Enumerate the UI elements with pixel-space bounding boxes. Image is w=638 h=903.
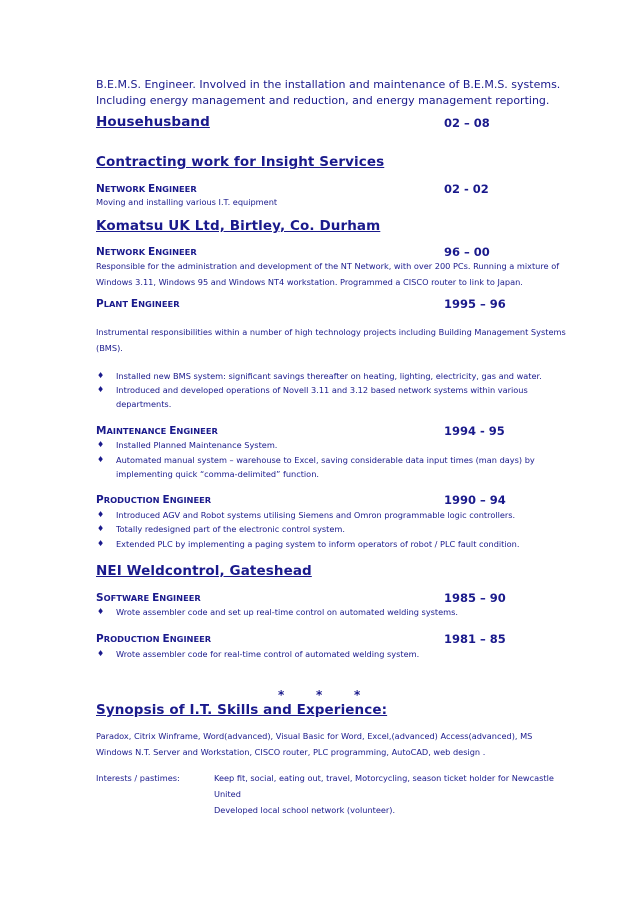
intro-line: B.E.M.S. Engineer. Involved in the installation and maintenance of B.E.M.S. systems. xyxy=(96,78,561,91)
job-dates: 1994 - 95 xyxy=(444,424,505,438)
job-description: Instrumental responsibilities within a number of high technology projects including Building Management Systems (BMS). xyxy=(96,327,566,353)
diamond-bullet-icon: ♦ xyxy=(97,371,105,380)
job-title: NETWORK ENGINEER xyxy=(96,183,197,195)
job-dates: 02 - 02 xyxy=(444,182,489,196)
skills-paragraph: Paradox, Citrix Winframe, Word(advanced), Visual Basic for Word, Excel,(advanced) Access(advanced), MS Windows N.T. Server and Workstation, CISCO router, PLC programming, AutoCAD, web design . xyxy=(96,731,533,757)
section-title-househusband: Househusband xyxy=(96,114,210,130)
section-title-nei: NEI Weldcontrol, Gateshead xyxy=(96,563,312,579)
diamond-bullet-icon: ♦ xyxy=(97,607,105,616)
diamond-bullet-icon: ♦ xyxy=(97,440,105,449)
job-dates: 96 – 00 xyxy=(444,245,490,259)
job-description: Responsible for the administration and development of the NT Network, with over 200 PCs. Running a mixture of Windows 3.11, Windows 95 and Windows NT4 workstation. Programmed a CISCO router to link to Japan. xyxy=(96,261,560,287)
section-title-synopsis: Synopsis of I.T. Skills and Experience: xyxy=(96,702,388,718)
job-title: PLANT ENGINEER xyxy=(96,298,180,310)
interests-text: Keep fit, social, eating out, travel, Motorcycling, season ticket holder for Newcastle United Developed local school network (volunteer). xyxy=(214,773,554,815)
diamond-bullet-icon: ♦ xyxy=(97,649,105,658)
star-icon: * xyxy=(354,688,361,702)
intro-paragraph xyxy=(96,77,560,109)
star-icon: * xyxy=(316,688,323,702)
section-dates: 02 – 08 xyxy=(444,116,490,130)
job-title: NETWORK ENGINEER xyxy=(96,246,197,258)
section-title-komatsu: Komatsu UK Ltd, Birtley, Co. Durham xyxy=(96,218,381,234)
diamond-bullet-icon: ♦ xyxy=(97,510,105,519)
interests-label: Interests / pastimes: xyxy=(96,773,180,783)
job-dates: 1981 – 85 xyxy=(444,632,506,646)
section-title-insight: Contracting work for Insight Services xyxy=(96,154,385,170)
star-icon: * xyxy=(278,688,285,702)
job-dates: 1985 – 90 xyxy=(444,591,506,605)
job-dates: 1995 – 96 xyxy=(444,297,506,311)
job-dates: 1990 – 94 xyxy=(444,493,506,507)
intro-line: Including energy management and reduction, and energy management reporting. xyxy=(96,94,550,107)
diamond-bullet-icon: ♦ xyxy=(97,539,105,548)
job-title: SOFTWARE ENGINEER xyxy=(96,592,201,604)
job-title: MAINTENANCE ENGINEER xyxy=(96,425,218,437)
diamond-bullet-icon: ♦ xyxy=(97,385,105,394)
job-title: PRODUCTION ENGINEER xyxy=(96,633,212,645)
job-title: PRODUCTION ENGINEER xyxy=(96,494,212,506)
diamond-bullet-icon: ♦ xyxy=(97,524,105,533)
section-divider xyxy=(278,688,392,702)
job-description: Moving and installing various I.T. equipment xyxy=(96,197,278,207)
diamond-bullet-icon: ♦ xyxy=(97,455,105,464)
